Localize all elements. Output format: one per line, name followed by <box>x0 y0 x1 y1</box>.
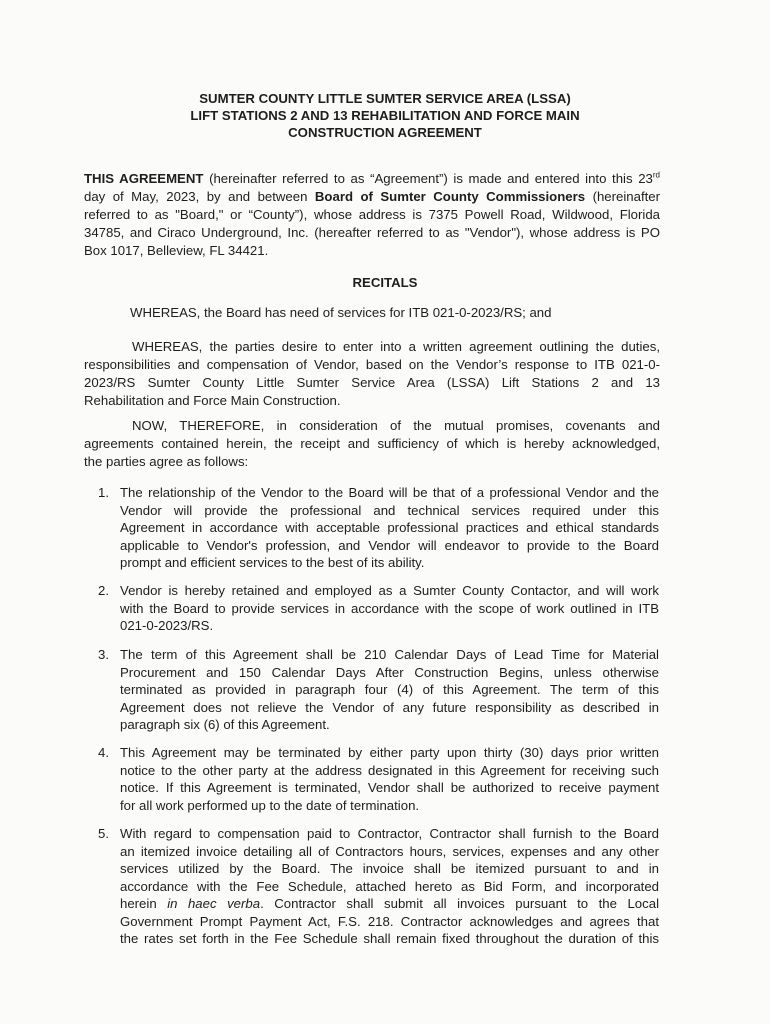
item-line: This Agreement may be terminated by either party upon thirty (30) days prior written <box>120 745 659 760</box>
item-line: with the Board to provide services in accordance with the scope of work outlined in ITB <box>120 600 659 616</box>
item-line: The term of this Agreement shall be 210 Calendar Days of Lead Time for Material <box>120 647 659 662</box>
item-line: an itemized invoice detailing all of Contractors hours, services, expenses and any other <box>120 843 659 859</box>
item-line: notice to the other party at the address designated in this Agreement for receiving such <box>120 762 659 778</box>
item-line: Procurement and 150 Calendar Days After Construction Begins, unless otherwise <box>120 664 659 680</box>
title-line-3: CONSTRUCTION AGREEMENT <box>288 125 482 140</box>
item-line: With regard to compensation paid to Contractor, Contractor shall furnish to the Board <box>120 826 659 841</box>
item-number: 4. <box>98 745 109 760</box>
whereas-2-line-2: responsibilities and compensation of Vendor, based on the Vendor’s response to ITB 021-0- <box>84 357 660 372</box>
now-therefore <box>84 417 660 471</box>
item-line: Agreement in accordance with acceptable professional practices and ethical standards <box>120 520 659 535</box>
intro-line-4: 34785, and Ciraco Underground, Inc. (hereafter referred to as "Vendor"), whose address is PO <box>84 225 660 240</box>
item-line: prompt and efficient services to the best of its ability. <box>120 555 425 570</box>
now-therefore-line-2: agreements contained herein, the receipt and sufficiency of which is hereby acknowledged, <box>84 436 660 451</box>
item-line: 021-0-2023/RS. <box>120 618 214 633</box>
intro-line-3: referred to as "Board," or “County”), whose address is 7375 Powell Road, Wildwood, Florida <box>84 207 660 222</box>
item-number: 3. <box>98 647 109 662</box>
whereas-2-line-1: WHEREAS, the parties desire to enter into a written agreement outlining the duties, <box>132 339 660 354</box>
item-line: paragraph six (6) of this Agreement. <box>120 717 330 732</box>
intro-line-2-post: (hereinafter <box>585 189 661 204</box>
item-number: 1. <box>98 485 109 500</box>
whereas-1-text: WHEREAS, the Board has need of services for ITB 021-0-2023/RS; and <box>130 305 552 320</box>
intro-lead: THIS AGREEMENT <box>84 171 204 186</box>
item-line: notice. If this Agreement is terminated, Vendor shall be authorized to receive payment <box>120 780 659 795</box>
item-line: Government Prompt Payment Act, F.S. 218. Contractor acknowledges and agrees that <box>120 913 659 929</box>
latin-phrase: in haec verba <box>167 896 261 911</box>
intro-date-suffix: rd <box>652 170 660 180</box>
item-line: Agreement does not relieve the Vendor of any future responsibility as described in <box>120 699 659 715</box>
item-number: 5. <box>98 826 109 841</box>
intro-paragraph <box>84 170 660 260</box>
item-line-post: . Contractor shall submit all invoices pursuant to the Local <box>260 896 659 911</box>
intro-line-1: (hereinafter referred to as “Agreement”) is made and entered into this 23 <box>203 171 653 186</box>
item-line: Vendor will provide the professional and technical services required under this <box>120 502 659 518</box>
whereas-2-line-3: 2023/RS Sumter County Little Sumter Service Area (LSSA) Lift Stations 2 and 13 <box>84 375 660 390</box>
whereas-1 <box>84 304 660 322</box>
item-line: applicable to Vendor's profession, and Vendor will endeavor to provide to the Board <box>120 537 659 553</box>
item-line-pre: herein <box>120 896 168 911</box>
recitals-heading: RECITALS <box>352 275 418 290</box>
item-line: accordance with the Fee Schedule, attached hereto as Bid Form, and incorporated <box>120 878 659 894</box>
item-line: services utilized by the Board. The invoice shall be itemized pursuant to and in <box>120 861 659 876</box>
now-therefore-line-3: the parties agree as follows: <box>84 454 249 469</box>
whereas-2 <box>84 338 660 410</box>
whereas-2-line-4: Rehabilitation and Force Main Construction. <box>84 393 341 408</box>
now-therefore-line-1: NOW, THEREFORE, in consideration of the mutual promises, covenants and <box>132 418 660 433</box>
item-number: 2. <box>98 583 109 598</box>
intro-line-2-pre: day of May, 2023, by and between <box>84 189 315 204</box>
title-line-1: SUMTER COUNTY LITTLE SUMTER SERVICE AREA (LSSA) <box>199 91 571 106</box>
item-line: Vendor is hereby retained and employed as a Sumter County Contactor, and will work <box>120 583 659 598</box>
document-title <box>84 90 686 141</box>
item-line: terminated as provided in paragraph four (4) of this Agreement. The term of this <box>120 682 659 697</box>
item-line: for all work performed up to the date of termination. <box>120 797 420 813</box>
item-line: The relationship of the Vendor to the Board will be that of a professional Vendor and the <box>120 485 659 500</box>
intro-line-5: Box 1017, Belleview, FL 34421. <box>84 243 269 258</box>
title-line-2: LIFT STATIONS 2 AND 13 REHABILITATION AND FORCE MAIN <box>190 108 580 123</box>
item-line: the rates set forth in the Fee Schedule shall remain fixed throughout the duration of this <box>120 931 659 946</box>
intro-board-name: Board of Sumter County Commissioners <box>314 189 586 204</box>
